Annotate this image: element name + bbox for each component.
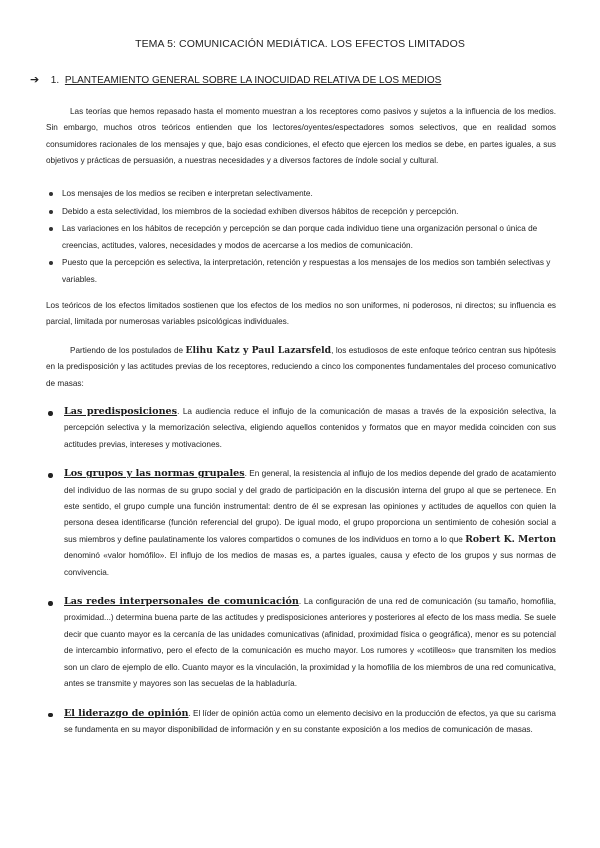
arrow-icon: ➔ xyxy=(30,74,40,86)
list-item xyxy=(52,594,556,692)
section-number: 1. xyxy=(50,75,60,86)
intro-paragraph: Las teorías que hemos repasado hasta el momento muestran a los receptores como pasivos y sujetos a la influencia de los medios. Sin embargo, muchos otros teóricos entienden que los lectores/oyentes/espectadores somos selectivos, que en realidad somos consumidores racionales de los mensajes y que, bajo esas condiciones, el efecto que ejercen los medios se debe, en partes iguales, a sus objetivos y prácticas de persuasión, a nuestras necesidades y a diversos factores de índole social y cultural. xyxy=(46,107,556,166)
component-term: El liderazgo de opinión xyxy=(64,707,189,719)
postulates-paragraph xyxy=(46,343,556,392)
component-text-after: denominó «valor homófilo». El influjo de los medios de masas es, a partes iguales, causa y efecto de los grupos y sus normas de convivencia. xyxy=(64,551,556,577)
bullet-list xyxy=(46,186,556,289)
components-list xyxy=(52,404,556,738)
list-item: Debido a esta selectividad, los miembros de la sociedad exhiben diversos hábitos de recepción y percepción. xyxy=(46,204,556,221)
component-text: . La configuración de una red de comunicación (su tamaño, homofilia, proximidad...) determina buena parte de las actitudes y predisposiciones anteriores y posteriores al efecto de los mass media. Se suele decir que cuanto mayor es la cercanía de las unidades comunicativas (afinidad, proximidad física o geográfica), menor es su potencial de intercambio informativo, pero el efecto de la comunicación es mucho mayor. Los rumores y «cotilleos» que transmiten los medios son un claro de ejemplo de ello. Cuanto mayor es la vinculación, la proximidad y la homofilia de los miembros de una red comunicativa, antes se transmite y mayores son las secuelas de la habladuría. xyxy=(64,597,556,689)
list-item xyxy=(52,706,556,739)
document-title: TEMA 5: COMUNICACIÓN MEDIÁTICA. LOS EFECTOS LIMITADOS xyxy=(135,38,465,50)
list-item: Puesto que la percepción es selectiva, la interpretación, retención y respuestas a los mensajes de los medios son también selectivas y variables. xyxy=(46,255,556,288)
list-item: Las variaciones en los hábitos de recepción y percepción se dan porque cada individuo tiene una organización personal o única de creencias, actitudes, valores, necesidades y modos de acercarse a los medios de comunicación. xyxy=(46,221,556,254)
postulates-text-after: , los estudiosos de este enfoque teórico centran sus hipótesis en la predisposición y las actitudes previas de los receptores, reduciendo a cinco los componentes fundamentales del proceso comunicativo de masas: xyxy=(46,346,556,388)
list-item: Los mensajes de los medios se reciben e interpretan selectivamente. xyxy=(46,186,556,203)
component-text: . En general, la resistencia al influjo de los medios depende del grado de acatamiento del individuo de las normas de su grupo social y del grado de participación en la discusión interna del grupo al que se pertenece. En este sentido, el grupo cumple una función instrumental: dentro de él se expresan las opiniones y actitudes de aquellos con quien la persona desea identificarse (función referencial del grupo). De igual modo, el grupo proporciona un sentimiento de cohesión social a sus miembros y define paulatinamente los valores compartidos o comunes de los individuos en torno a lo que xyxy=(64,469,556,544)
limited-effects-paragraph: Los teóricos de los efectos limitados sostienen que los efectos de los medios no son uniformes, ni poderosos, ni directos; su influencia es parcial, limitada por numerosas variables psicológicas individuales. xyxy=(46,301,556,327)
merton-name: Robert K. Merton xyxy=(465,533,557,545)
section-title: PLANTEAMIENTO GENERAL SOBRE LA INOCUIDAD RELATIVA DE LOS MEDIOS xyxy=(64,75,442,86)
component-term: Los grupos y las normas grupales xyxy=(64,468,245,480)
component-term: Las redes interpersonales de comunicación xyxy=(64,596,299,608)
section-heading xyxy=(30,73,441,86)
component-term: Las predisposiciones xyxy=(64,406,178,417)
postulates-text-before: Partiendo de los postulados de xyxy=(70,346,186,355)
authors-name: Elihu Katz y Paul Lazarsfeld xyxy=(185,345,332,356)
component-text: . La audiencia reduce el influjo de la comunicación de masas a través de la exposición selectiva, la percepción selectiva y la memorización selectiva, eligiendo aquellos contenidos y formatos que en mayor medida coinciden con sus actitudes previas, intereses y motivaciones. xyxy=(64,407,556,449)
list-item xyxy=(52,404,556,453)
component-text: . El líder de opinión actúa como un elemento decisivo en la producción de efectos, ya que su carisma se fundamenta en su mayor disponibilidad de información y en su constante exposición a los medios de comunicación de masas. xyxy=(64,708,556,734)
list-item xyxy=(52,466,556,581)
